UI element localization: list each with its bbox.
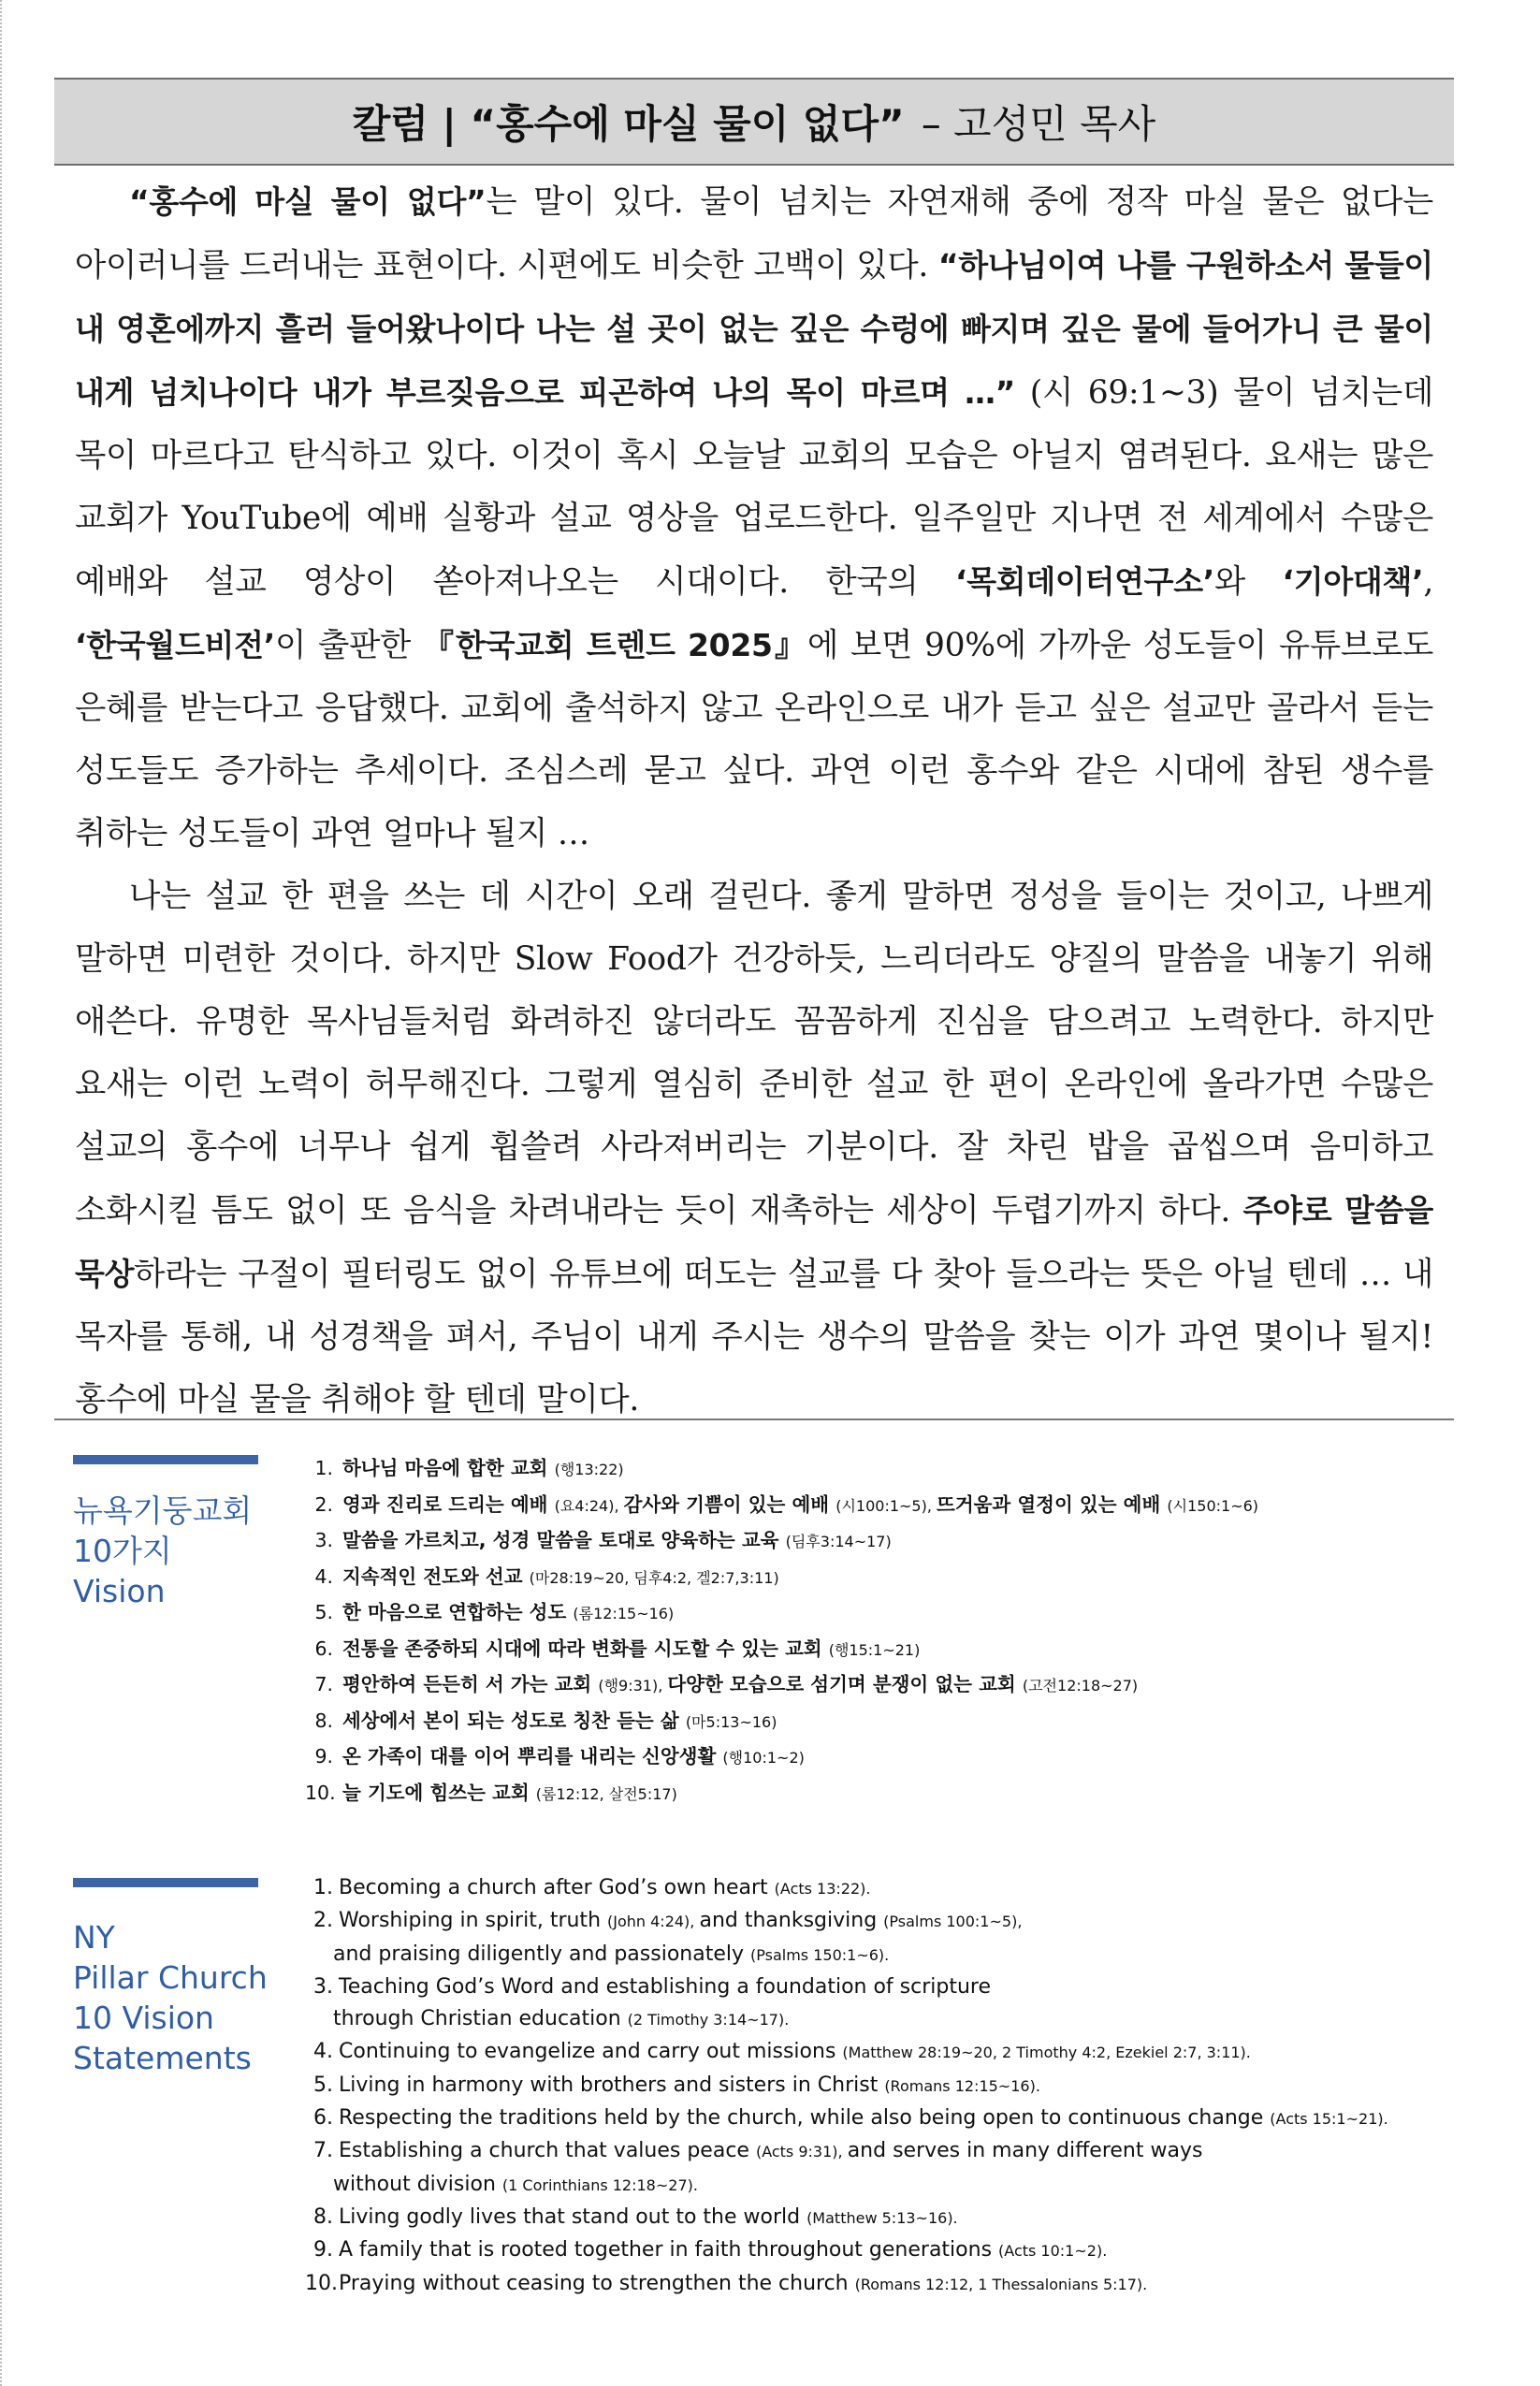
vision-item-text: 감사와 기쁨이 있는 예배 [623,1492,836,1516]
vision-item-text: Praying without ceasing to strengthen the church [339,2271,855,2295]
vision-item [305,1872,1388,1905]
scripture-reference: (행9:31), [598,1677,668,1695]
vision-item-text: 말씀을 가르치고, 성경 말씀을 토대로 양육하는 교육 [342,1529,786,1551]
vision-item-number: 5. [314,1601,333,1623]
vision-item [305,2036,1388,2069]
emphasis-text: ‘한국월드비전’ [75,627,275,663]
column-header [54,78,1454,166]
emphasis-text: ‘기아대책’ [1282,563,1424,600]
vision-item-number: 6. [314,1637,333,1660]
vision-item [305,1667,1258,1704]
vision-item [305,2070,1388,2102]
vision-item-number: 3. [313,1974,333,1999]
korean-vision-title: 뉴욕기둥교회 10가지 Vision [73,1492,253,1609]
vision-item-number: 9. [313,2238,333,2262]
article-paragraph-2 [75,866,1433,1432]
scripture-reference: (Acts 13:22). [774,1880,871,1898]
vision-item [305,1739,1258,1776]
vision-item-number: 10. [305,1781,336,1804]
vision-item-text: 영과 진리로 드리는 예배 [342,1492,555,1516]
scripture-reference: (Romans 12:15~16). [884,2076,1040,2095]
vision-item-text: 세상에서 본이 되는 성도로 칭찬 듣는 삶 [342,1709,686,1732]
vision-item-text: and praising diligently and passionately [333,1942,750,1966]
scripture-reference: (Matthew 28:19~20, 2 Timothy 4:2, Ezekiel 2:7, 3:11). [842,2044,1251,2062]
vision-item-number: 10. [305,2271,338,2295]
scripture-reference: (Matthew 5:13~16). [806,2208,958,2227]
vision-item-number: 8. [314,1709,333,1732]
scripture-reference: (John 4:24), [607,1913,700,1931]
vision-item-number: 1. [314,1457,333,1479]
vision-item [305,2135,1388,2202]
korean-vision-list [305,1451,1258,1811]
scripture-reference: (행15:1~21) [828,1640,921,1659]
vision-accent-bar [73,1878,258,1887]
body-text: (시 69:1~3) 물이 넘치는데 목이 마르다고 탄식하고 있다. 이것이 혹시 오늘날 교회의 모습은 아닐지 염려된다. 요새는 많은 교회가 YouTube에 예배 실황과 설교 영상을 업로드한다. 일주일만 지나면 전 세계에서 수많은 예배와 설교 영상이 쏟아져나오는 시대이다. 한국의 [75,374,1433,601]
vision-item [305,1595,1258,1632]
scripture-reference: (2 Timothy 3:14~17). [627,2011,790,2030]
body-text: 나는 설교 한 편을 쓰는 데 시간이 오래 걸린다. 좋게 말하면 정성을 들이는 것이고, 나쁘게 말하면 미련한 것이다. 하지만 Slow Food가 건강하듯, 느리더라도 양질의 말씀을 내놓기 위해 애쓴다. 유명한 목사님들처럼 화려하진 않더라도 꼼꼼하게 진심을 담으려고 노력한다. 하지만 요새는 이런 노력이 허무해진다. 그렇게 열심히 준비한 설교 한 편이 온라인에 올라가면 수많은 설교의 홍수에 너무나 쉽게 휩쓸려 사라져버리는 기분이다. 잘 차린 밥을 곱씹으며 음미하고 소화시킬 틈도 없이 또 음식을 차려내라는 듯이 재촉하는 세상이 두렵기까지 하다. [75,878,1433,1229]
vision-item-text: Worshiping in spirit, truth [339,1909,607,1933]
vision-item-continuation [305,1939,1388,1971]
emphasis-text: “홍수에 마실 물이 없다” [129,183,487,220]
emphasis-text: ‘목회데이터연구소’ [954,563,1215,600]
english-vision-list [305,1872,1388,2301]
vision-item-text: and thanksgiving [699,1909,884,1933]
vision-item [305,1776,1258,1812]
vision-item [305,2202,1388,2234]
vision-item [305,1971,1388,2037]
body-text: , [1423,563,1433,601]
scripture-reference: (마28:19~20, 딤후4:2, 겔2:7,3:11) [529,1568,779,1587]
vision-item-text: Living godly lives that stand out to the world [339,2204,807,2229]
english-vision-title: NY Pillar Church 10 Vision Statements [73,1919,268,2076]
vision-item-text: Respecting the traditions held by the church, while also being open to continuous change [339,2106,1271,2131]
scripture-reference: (Romans 12:12, 1 Thessalonians 5:17). [854,2275,1148,2293]
vision-item [305,1488,1258,1524]
vision-item-number: 2. [313,1909,333,1933]
vision-item [305,2268,1388,2301]
scripture-reference: (고전12:18~27) [1022,1677,1139,1695]
scripture-reference: (행13:22) [554,1461,624,1478]
vision-item-number: 7. [314,1673,333,1695]
body-text: 는 말이 있다. 물이 넘치는 자연재해 중에 정작 마실 물은 없다는 아이러니를 드러내는 표현이다. 시편에도 비슷한 고백이 있다. [75,183,1433,284]
vision-item-number: 4. [313,2040,333,2064]
scripture-reference: (Psalms 100:1~5), [883,1913,1023,1931]
section-divider [54,1419,1454,1420]
vision-item-text: 평안하여 든든히 서 가는 교회 [342,1673,599,1695]
vision-item-text: A family that is rooted together in faith throughout generations [339,2238,999,2262]
vision-item-text: 다양한 모습으로 섬기며 분쟁이 없는 교회 [667,1673,1023,1695]
article-paragraph-1 [75,170,1433,866]
scripture-reference: (시150:1~6) [1167,1496,1259,1515]
scripture-reference: (Acts 15:1~21). [1270,2110,1388,2129]
scripture-reference: (롬12:15~16) [573,1605,675,1622]
vision-item [305,1451,1258,1488]
scripture-reference: (Psalms 150:1~6). [750,1945,890,1964]
scripture-reference: (Acts 9:31), [755,2143,848,2161]
vision-item-number: 9. [314,1745,333,1768]
emphasis-text: 주야로 말씀을 묵상 [75,1192,1433,1292]
vision-item-continuation [305,2169,1388,2202]
body-text: 이 출판한 [274,627,423,664]
vision-item [305,1905,1388,1971]
scripture-reference: (요4:24), [554,1496,624,1515]
vision-item-text: 전통을 존중하되 시대에 따라 변화를 시도할 수 있는 교회 [342,1637,829,1660]
vision-item [305,1560,1258,1596]
column-title: 칼럼 | “홍수에 마실 물이 없다” [352,101,905,147]
vision-item-text: 뜨거움과 열정이 있는 예배 [937,1492,1168,1516]
column-author: – 고성민 목사 [921,101,1156,147]
vision-item-text: Becoming a church after God’s own heart [339,1876,775,1899]
vision-item [305,1523,1258,1560]
scripture-reference: (딤후3:14~17) [785,1533,892,1550]
column-article [75,170,1433,1432]
body-text: 와 [1214,563,1283,601]
vision-item-text: 한 마음으로 연합하는 성도 [342,1601,574,1623]
vision-item-number: 3. [314,1529,333,1551]
vision-item-number: 2. [314,1492,333,1516]
vision-item-number: 5. [313,2073,333,2097]
vision-item [305,2234,1388,2267]
body-text: 에 보면 90%에 가까운 성도들이 유튜브로도 은혜를 받는다고 응답했다. 교회에 출석하지 않고 온라인으로 내가 듣고 싶은 설교만 골라서 듣는 성도들도 증가하는 추세이다. 조심스레 묻고 싶다. 과연 이런 홍수와 같은 시대에 참된 생수를 취하는 성도들이 과연 얼마나 될지 … [75,627,1433,852]
vision-item-text: 지속적인 전도와 선교 [342,1564,530,1588]
vision-item [305,1704,1258,1740]
scripture-reference: (롬12:12, 살전5:17) [535,1784,677,1803]
emphasis-text: “하나님이여 나를 구원하소서 물들이 내 영혼에까지 흘러 들어왔나이다 나는 설 곳이 없는 깊은 수렁에 빠지며 깊은 물에 들어가니 큰 물이 내게 넘치나이다 내가 부르짖음으로 피곤하여 나의 목이 마르며 …” [75,247,1434,411]
scripture-reference: (1 Corinthians 12:18~27). [501,2175,698,2194]
vision-item-number: 1. [313,1876,333,1899]
vision-item-text: Living in harmony with brothers and sisters in Christ [339,2073,885,2097]
vision-item-text: Establishing a church that values peace [339,2139,756,2163]
scripture-reference: (마5:13~16) [685,1712,777,1731]
vision-item-text: through Christian education [333,2007,628,2031]
vision-item-number: 6. [313,2106,333,2131]
vision-item-text: 하나님 마음에 합한 교회 [342,1457,555,1479]
vision-item [305,2102,1388,2135]
vision-item-text: Teaching God’s Word and establishing a foundation of scripture [339,1974,992,1999]
vision-item-number: 7. [313,2139,333,2163]
emphasis-text: 『한국교회 트렌드 2025』 [423,627,807,663]
scripture-reference: (행10:1~2) [722,1749,805,1767]
scripture-reference: (시100:1~5), [835,1496,937,1515]
vision-accent-bar [73,1455,258,1464]
vision-item [305,1632,1258,1668]
vision-item-number: 8. [313,2204,333,2229]
vision-item-text: Continuing to evangelize and carry out missions [339,2040,843,2064]
body-text: 하라는 구절이 필터링도 없이 유튜브에 떠도는 설교를 다 찾아 들으라는 뜻은 아닐 텐데 … 내 목자를 통해, 내 성경책을 펴서, 주님이 내게 주시는 생수의 말씀을 찾는 이가 과연 몇이나 될지! 홍수에 마실 물을 취해야 할 텐데 말이다. [75,1256,1433,1419]
page-margin-rule [0,0,2,2386]
scripture-reference: (Acts 10:1~2). [998,2242,1108,2261]
vision-item-number: 4. [314,1564,333,1588]
vision-item-continuation [305,2003,1388,2036]
vision-item-text: 늘 기도에 힘쓰는 교회 [342,1781,536,1804]
vision-item-text: without division [333,2172,502,2196]
vision-item-text: and serves in many different ways [847,2139,1203,2163]
vision-item-text: 온 가족이 대를 이어 뿌리를 내리는 신앙생활 [342,1745,723,1768]
